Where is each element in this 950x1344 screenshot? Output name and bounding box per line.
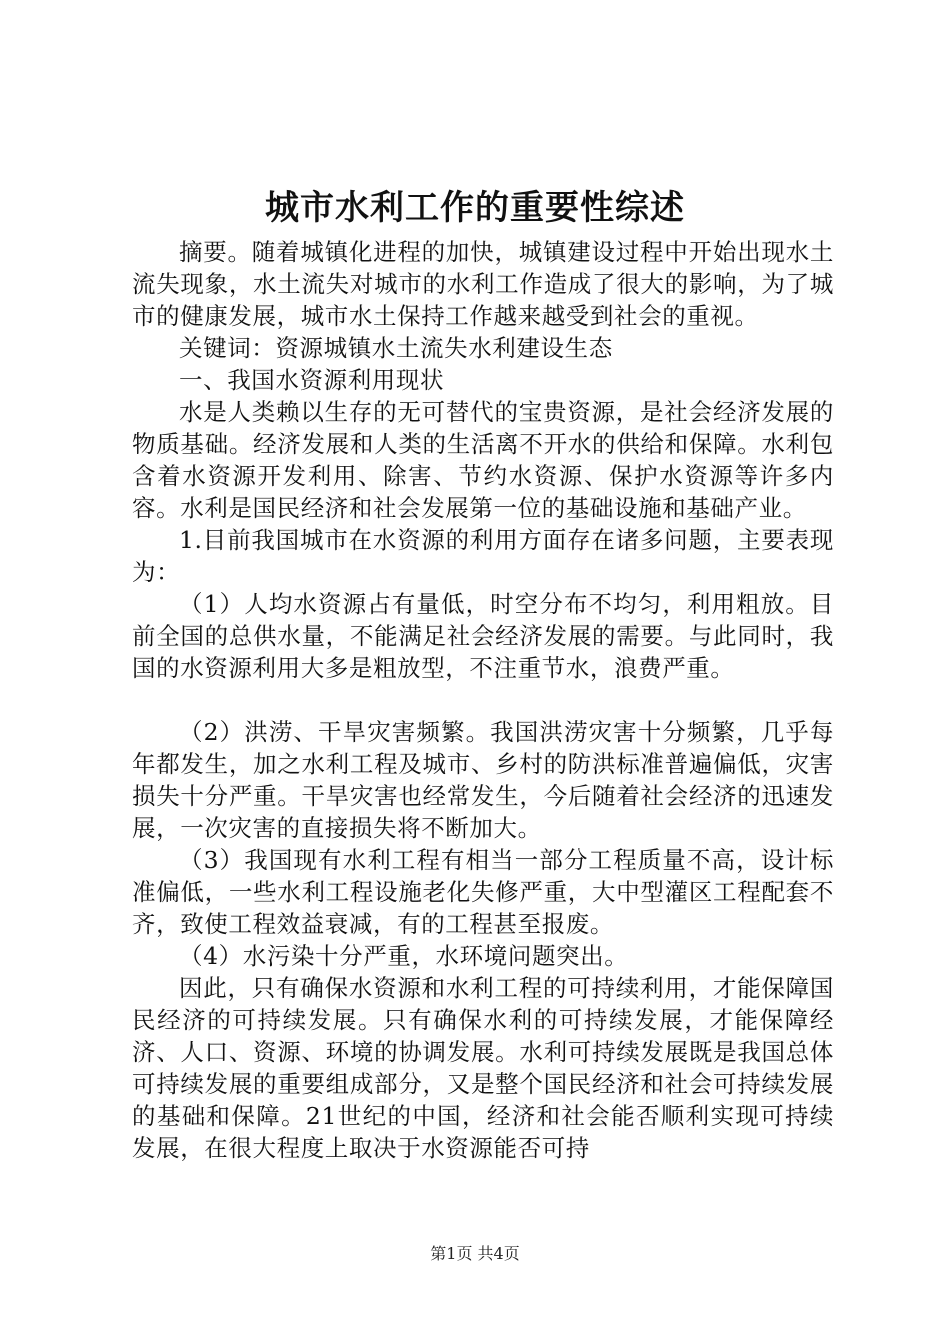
section-heading: 一、我国水资源利用现状	[179, 366, 445, 394]
keywords-paragraph: 关键词：资源城镇水土流失水利建设生态	[179, 334, 613, 362]
document-title: 城市水利工作的重要性综述	[265, 188, 685, 228]
body-paragraph: 1.目前我国城市在水资源的利用方面存在诸多问题，主要表现为：	[132, 526, 834, 586]
list-item-paragraph: （3）我国现有水利工程有相当一部分工程质量不高，设计标准偏低，一些水利工程设施老化失修严重，大中型灌区工程配套不齐，致使工程效益衰减，有的工程甚至报废。	[132, 846, 834, 938]
page-indicator: 第1页 共4页	[430, 1244, 520, 1263]
body-paragraph: 因此，只有确保水资源和水利工程的可持续利用，才能保障国民经济的可持续发展。只有确保水利的可持续发展，才能保障经济、人口、资源、环境的协调发展。水利可持续发展既是我国总体可持续发展的重要组成部分，又是整个国民经济和社会可持续发展的基础和保障。21世纪的中国，经济和社会能否顺利实现可持续发展，在很大程度上取决于水资源能否可持	[132, 974, 834, 1162]
list-item-paragraph: （1）人均水资源占有量低，时空分布不均匀，利用粗放。目前全国的总供水量，不能满足社会经济发展的需要。与此同时，我国的水资源利用大多是粗放型，不注重节水，浪费严重。	[132, 590, 834, 682]
abstract-paragraph: 摘要。随着城镇化进程的加快，城镇建设过程中开始出现水土流失现象，水土流失对城市的水利工作造成了很大的影响，为了城市的健康发展，城市水土保持工作越来越受到社会的重视。	[132, 238, 834, 330]
list-item-paragraph: （2）洪涝、干旱灾害频繁。我国洪涝灾害十分频繁，几乎每年都发生，加之水利工程及城市、乡村的防洪标准普遍偏低，灾害损失十分严重。干旱灾害也经常发生，今后随着社会经济的迅速发展，一次灾害的直接损失将不断加大。	[132, 718, 834, 842]
document-body	[132, 236, 834, 1164]
body-paragraph: 水是人类赖以生存的无可替代的宝贵资源，是社会经济发展的物质基础。经济发展和人类的生活离不开水的供给和保障。水利包含着水资源开发利用、除害、节约水资源、保护水资源等许多内容。水利是国民经济和社会发展第一位的基础设施和基础产业。	[132, 398, 834, 522]
list-item-paragraph: （4）水污染十分严重，水环境问题突出。	[179, 942, 629, 970]
